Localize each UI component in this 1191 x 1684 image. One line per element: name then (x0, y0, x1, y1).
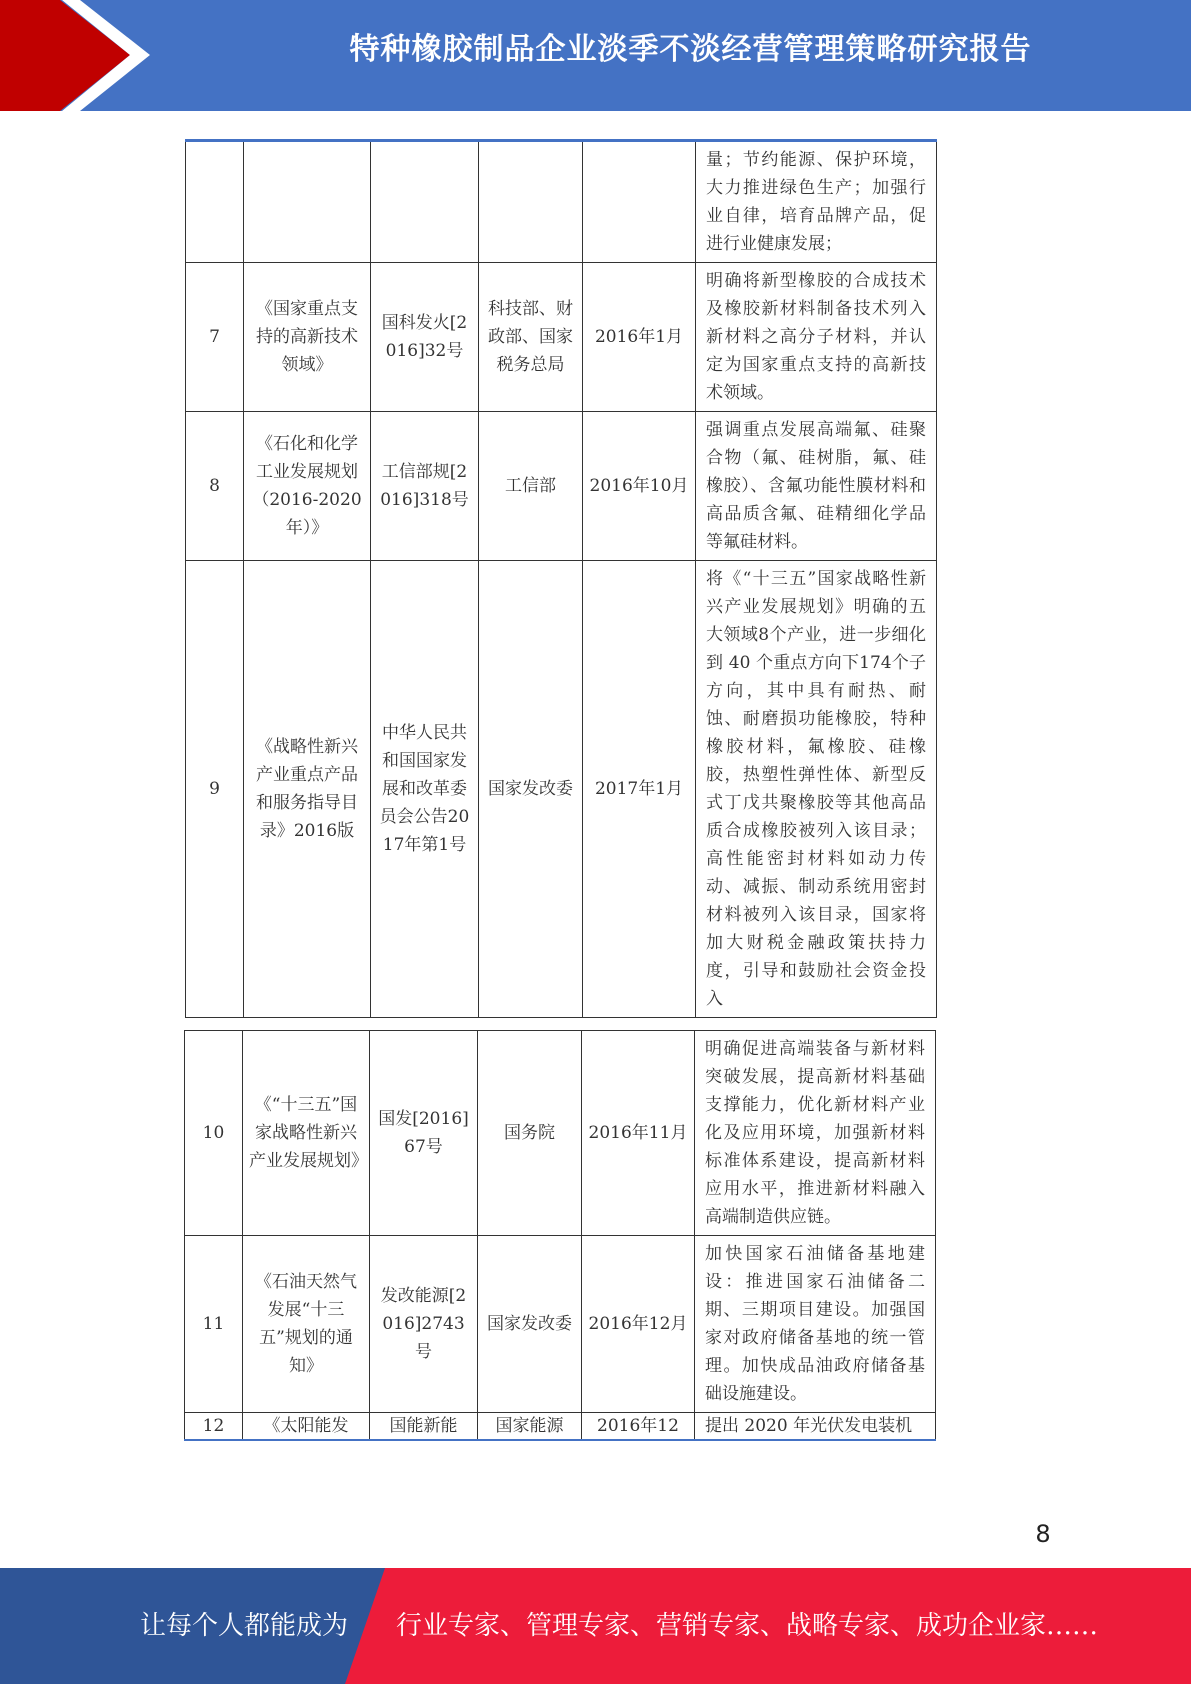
row-number: 9 (186, 561, 244, 1018)
table-row (186, 412, 937, 561)
issue-date: 2016年12 (582, 1413, 695, 1441)
issue-date: 2017年1月 (583, 561, 696, 1018)
table-row (186, 561, 937, 1018)
row-number: 10 (185, 1031, 243, 1236)
issuing-department: 国家能源 (478, 1413, 582, 1441)
document-number: 中华人民共和国国家发展和改革委员会公告2017年第1号 (371, 561, 479, 1018)
policy-table-1 (185, 139, 937, 1018)
row-number: 11 (185, 1236, 243, 1413)
policy-name: 《太阳能发 (243, 1413, 370, 1441)
policy-name: 《国家重点支持的高新技术领域》 (244, 263, 371, 412)
footer-slogan-left: 让每个人都能成为 (140, 1611, 349, 1641)
document-number: 工信部规[2016]318号 (371, 412, 479, 561)
issue-date: 2016年12月 (582, 1236, 695, 1413)
policy-content: 强调重点发展高端氟、硅聚合物（氟、硅树脂，氟、硅橡胶）、含氟功能性膜材料和高品质含氟、硅精细化学品等氟硅材料。 (696, 412, 937, 561)
policy-name: 《战略性新兴产业重点产品和服务指导目录》2016版 (244, 561, 371, 1018)
issuing-department: 国务院 (478, 1031, 582, 1236)
policy-name: 《石化和化学工业发展规划（2016-2020年）》 (244, 412, 371, 561)
footer-slogan-right: 行业专家、管理专家、营销专家、战略专家、成功企业家…… (396, 1611, 1099, 1641)
policy-name: 《“十三五”国家战略性新兴产业发展规划》 (243, 1031, 370, 1236)
policy-content: 提出 2020 年光伏发电装机 (695, 1413, 936, 1441)
table-row (185, 1413, 936, 1441)
policy-name (244, 141, 371, 263)
issue-date (583, 141, 696, 263)
page-number: 8 (1035, 1520, 1051, 1548)
row-number (186, 141, 244, 263)
issuing-department: 科技部、财政部、国家税务总局 (479, 263, 583, 412)
policy-table-2 (184, 1030, 936, 1441)
issue-date: 2016年1月 (583, 263, 696, 412)
issue-date: 2016年11月 (582, 1031, 695, 1236)
issuing-department: 国家发改委 (478, 1236, 582, 1413)
document-number: 国科发火[2016]32号 (371, 263, 479, 412)
row-number: 8 (186, 412, 244, 561)
document-number: 国发[2016]67号 (370, 1031, 478, 1236)
policy-content: 加快国家石油储备基地建设：推进国家石油储备二期、三期项目建设。加强国家对政府储备基地的统一管理。加快成品油政府储备基础设施建设。 (695, 1236, 936, 1413)
policy-content: 将《“十三五”国家战略性新兴产业发展规划》明确的五大领域8个产业，进一步细化到 40 个重点方向下174个子方向，其中具有耐热、耐蚀、耐磨损功能橡胶，特种橡胶材料，氟橡胶、硅橡胶，热塑性弹性体、新型反式丁戊共聚橡胶等其他高品质合成橡胶被列入该目录；高性能密封材料如动力传动、减振、制动系统用密封材料被列入该目录，国家将加大财税金融政策扶持力度，引导和鼓励社会资金投入 (696, 561, 937, 1018)
table-row (186, 263, 937, 412)
table-row (185, 1031, 936, 1236)
issuing-department (479, 141, 583, 263)
policy-content: 量；节约能源、保护环境，大力推进绿色生产；加强行业自律，培育品牌产品，促进行业健康发展； (696, 141, 937, 263)
page-header (0, 0, 1191, 111)
document-number (371, 141, 479, 263)
policy-content: 明确将新型橡胶的合成技术及橡胶新材料制备技术列入新材料之高分子材料，并认定为国家重点支持的高新技术领域。 (696, 263, 937, 412)
table-row (185, 1236, 936, 1413)
policy-name: 《石油天然气发展“十三五”规划的通知》 (243, 1236, 370, 1413)
document-number: 国能新能 (370, 1413, 478, 1441)
page-footer (0, 1568, 1191, 1684)
document-number: 发改能源[2016]2743号 (370, 1236, 478, 1413)
issue-date: 2016年10月 (583, 412, 696, 561)
issuing-department: 工信部 (479, 412, 583, 561)
policy-content: 明确促进高端装备与新材料突破发展，提高新材料基础支撑能力，优化新材料产业化及应用环境，加强新材料标准体系建设，提高新材料应用水平，推进新材料融入高端制造供应链。 (695, 1031, 936, 1236)
row-number: 7 (186, 263, 244, 412)
table-row (186, 141, 937, 263)
issuing-department: 国家发改委 (479, 561, 583, 1018)
header-title: 特种橡胶制品企业淡季不淡经营管理策略研究报告 (349, 32, 1032, 67)
row-number: 12 (185, 1413, 243, 1441)
